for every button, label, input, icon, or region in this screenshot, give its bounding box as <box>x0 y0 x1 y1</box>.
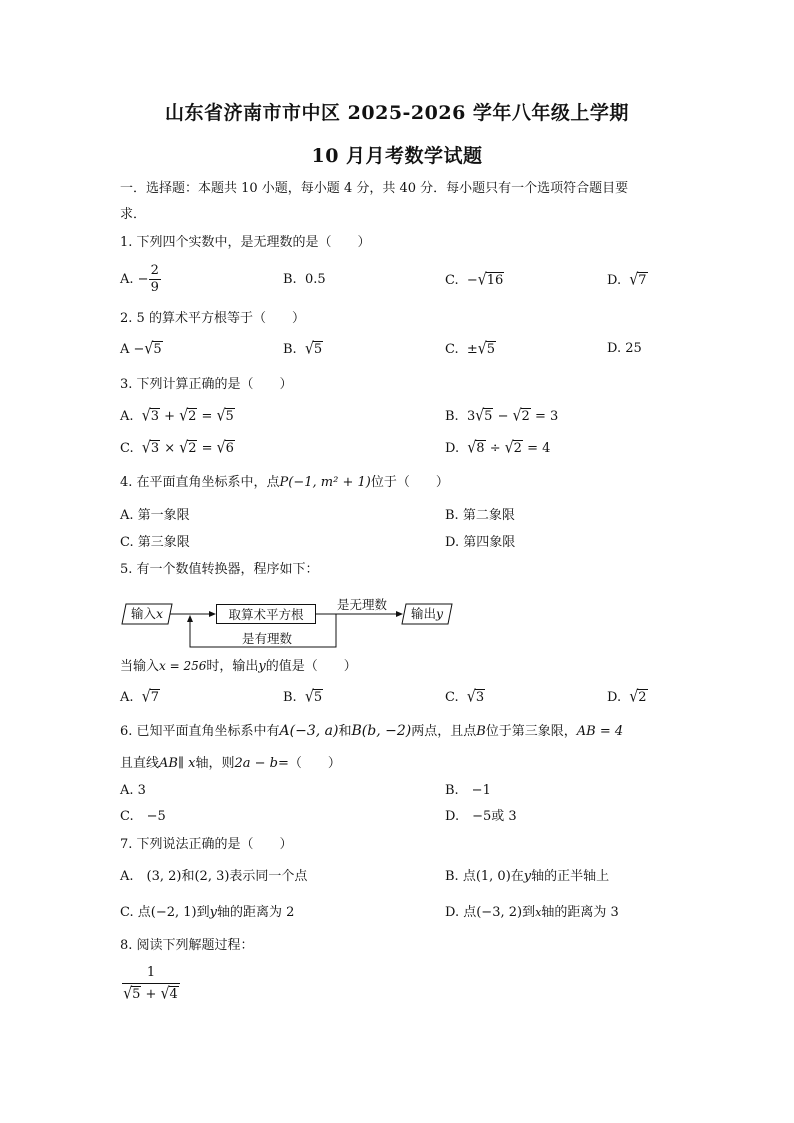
option-label: B. <box>283 690 297 705</box>
input-box <box>124 604 170 624</box>
coefficient: 3 <box>466 409 476 424</box>
sqrt-icon: √ <box>141 406 151 426</box>
radicand: 3 <box>150 441 160 456</box>
radicand: 5 <box>313 342 323 357</box>
conjunction: 和 <box>338 724 352 739</box>
q6-stem-text: 6. 已知平面直角坐标系中有 <box>120 724 280 739</box>
axis-variable: x <box>535 906 542 919</box>
operator: × <box>164 441 176 456</box>
option-label: B. 点 <box>445 869 476 884</box>
point-coords: (−3, 2) <box>476 905 523 920</box>
fraction-denominator <box>122 984 180 1005</box>
input-value: x = 256 <box>159 659 207 673</box>
axis-variable: y <box>209 905 217 920</box>
radicand: 3 <box>150 409 159 424</box>
point-name: P <box>279 475 289 490</box>
q6-line2-text: 且直线 <box>120 756 160 771</box>
input-variable: x <box>155 606 164 621</box>
radicand: 5 <box>484 409 493 424</box>
operator: = <box>201 409 213 424</box>
q6-option-a[interactable]: A. 3 <box>120 783 146 798</box>
output-box <box>404 604 450 624</box>
q6-line2-mid: 轴，则 <box>195 756 235 771</box>
point-b: B(b, −2) <box>351 723 412 739</box>
radicand: 4 <box>169 987 178 1002</box>
process-box: 取算术平方根 <box>216 604 316 624</box>
q2-option-d[interactable]: D. 25 <box>607 341 642 356</box>
q1-option-a[interactable]: A. − $\frac{2}{9}$ <box>120 263 159 295</box>
q7-option-d[interactable] <box>445 904 619 922</box>
operator: = <box>201 441 213 456</box>
q4-option-b[interactable]: B. 第二象限 <box>445 508 515 523</box>
option-label: B. <box>445 409 459 424</box>
radicand: 6 <box>225 441 234 456</box>
sqrt-icon: √ <box>475 406 485 426</box>
q6-line2-tail: =（ ） <box>277 756 341 771</box>
q5-option-d[interactable] <box>607 688 648 707</box>
option-tail: 轴的正半轴上 <box>531 869 610 884</box>
radicand: 3 <box>475 690 485 705</box>
preposition: 在 <box>510 869 524 884</box>
operator: + <box>164 409 176 424</box>
q6-stem-mid2: 位于第三象限， <box>485 724 577 739</box>
option-label: D. <box>445 441 460 456</box>
q2-option-c[interactable]: C. ±√5 <box>445 339 495 359</box>
option-label: A <box>120 342 130 357</box>
q7-option-c[interactable] <box>120 904 294 922</box>
q4-stem-tail: 位于（ ） <box>370 475 449 490</box>
sqrt-icon: √ <box>216 438 226 458</box>
q6-stem-line2 <box>120 755 341 773</box>
q5-question-text: 当输入 <box>120 659 160 674</box>
preposition: 到 <box>522 905 536 920</box>
result: = 3 <box>534 409 559 424</box>
option-tail: 轴的距离为 2 <box>216 905 295 920</box>
q1-stem: 1. 下列四个实数中，是无理数的是（ ） <box>120 235 371 250</box>
radicand: 5 <box>153 342 162 357</box>
point-a: A(−3, a) <box>279 723 339 739</box>
option-label: C. <box>120 441 134 456</box>
exam-title-line1: 山东省济南市市中区 2025-2026 学年八年级上学期 <box>165 102 629 124</box>
q5-option-a[interactable] <box>120 688 160 707</box>
radicand: 5 <box>132 987 141 1002</box>
q6-option-d[interactable]: D. −5或 3 <box>445 809 517 824</box>
q7-option-a[interactable]: A. (3, 2)和(2, 3)表示同一个点 <box>120 869 308 884</box>
section-heading-cont: 求． <box>120 207 147 222</box>
radicand: 16 <box>486 273 504 288</box>
q6-stem <box>120 722 623 741</box>
radicand: 2 <box>521 409 530 424</box>
irrational-label: 是无理数 <box>337 597 388 612</box>
q6-option-c[interactable]: C. −5 <box>120 809 166 824</box>
q7-stem: 7. 下列说法正确的是（ ） <box>120 837 293 852</box>
radicand: 2 <box>188 441 197 456</box>
target-expression: 2a − b <box>234 756 278 771</box>
input-box-label: 输入 <box>130 606 156 621</box>
q5-question-mid: 时，输出 <box>206 659 259 674</box>
q4-stem-text: 4. 在平面直角坐标系中，点 <box>120 475 280 490</box>
sqrt-icon: √ <box>504 438 514 458</box>
radicand: 5 <box>313 690 323 705</box>
operator: ÷ <box>489 441 501 456</box>
result: = 4 <box>527 441 551 456</box>
option-label: C. 点 <box>120 905 151 920</box>
option-label: C. <box>445 690 459 705</box>
fraction-denominator: 9 <box>150 280 159 295</box>
sqrt-icon: √ <box>216 406 226 426</box>
fraction-numerator: 2 <box>150 263 159 278</box>
q4-option-c[interactable]: C. 第三象限 <box>120 535 190 550</box>
sqrt-icon: √ <box>304 339 314 359</box>
q5-option-b[interactable] <box>283 688 323 707</box>
radicand: 5 <box>225 409 234 424</box>
radicand: 5 <box>486 342 495 357</box>
operator: − <box>497 409 509 424</box>
exam-title-line2: 10 月月考数学试题 <box>311 145 483 167</box>
option-label: D. 点 <box>445 905 477 920</box>
q5-stem: 5. 有一个数值转换器，程序如下： <box>120 562 319 577</box>
q1-option-c[interactable]: C. −√16 <box>445 270 504 290</box>
arrow-head <box>209 611 216 617</box>
q5-question-tail: 的值是（ ） <box>265 659 357 674</box>
rational-label: 是有理数 <box>242 631 293 646</box>
q8-fraction <box>122 964 180 1005</box>
sqrt-icon: √ <box>123 984 133 1004</box>
radicand: 7 <box>638 273 647 288</box>
sqrt-icon: √ <box>179 438 189 458</box>
sqrt-icon: √ <box>477 339 487 359</box>
q4-option-a[interactable]: A. 第一象限 <box>120 508 190 523</box>
option-label: D. <box>607 273 622 288</box>
option-label: B. <box>283 342 297 357</box>
radicand: 7 <box>150 690 159 705</box>
q2-stem: 2. 5 的算术平方根等于（ ） <box>120 311 305 326</box>
q3-stem: 3. 下列计算正确的是（ ） <box>120 377 293 392</box>
output-variable: y <box>435 606 444 621</box>
option-label: B. <box>283 272 297 287</box>
q4-option-d[interactable]: D. 第四象限 <box>445 535 516 550</box>
sqrt-icon: √ <box>179 406 189 426</box>
segment-length: AB = 4 <box>576 724 624 739</box>
sqrt-icon: √ <box>629 687 639 707</box>
option-label: A. <box>120 690 134 705</box>
sqrt-icon: √ <box>141 687 151 707</box>
point-b-name: B <box>476 724 486 739</box>
output-box-label: 输出 <box>410 606 436 621</box>
option-tail: 轴的距离为 3 <box>541 905 619 920</box>
option-label: D. <box>607 690 622 705</box>
option-label: A. <box>120 409 134 424</box>
radicand: 2 <box>513 441 522 456</box>
point-coords: (−2, 1) <box>150 905 197 920</box>
point-coords: (−1, m² + 1) <box>288 475 371 490</box>
sqrt-icon: √ <box>467 438 477 458</box>
sqrt-icon: √ <box>629 270 639 290</box>
option-label: C. <box>445 342 459 357</box>
sqrt-icon: √ <box>466 687 476 707</box>
q5-option-c[interactable] <box>445 688 485 707</box>
radicand: 2 <box>638 690 647 705</box>
option-label: A. <box>120 272 134 287</box>
radicand: 2 <box>188 409 197 424</box>
q5-question <box>120 657 357 676</box>
parallel-condition: AB∥ x <box>159 756 196 771</box>
fraction-numerator: 1 <box>122 964 180 984</box>
arrow-head <box>187 615 193 622</box>
option-value: 0.5 <box>304 272 326 287</box>
sqrt-icon: √ <box>141 438 151 458</box>
q6-stem-mid: 两点，且点 <box>411 724 477 739</box>
radicand: 8 <box>476 441 485 456</box>
q6-option-b[interactable]: B. −1 <box>445 783 491 798</box>
preposition: 到 <box>196 905 210 920</box>
sqrt-icon: √ <box>304 687 314 707</box>
axis-variable: y <box>523 869 532 884</box>
point-coords: (1, 0) <box>475 869 511 884</box>
sqrt-icon: √ <box>144 339 154 359</box>
q7-option-b[interactable] <box>445 868 609 886</box>
q2-option-a[interactable]: A −√5 <box>120 339 162 359</box>
q8-stem: 8. 阅读下列解题过程： <box>120 938 254 953</box>
arrow-head <box>396 611 403 617</box>
output-variable: y <box>258 659 266 674</box>
operator: + <box>145 987 157 1002</box>
sqrt-icon: √ <box>512 406 522 426</box>
sqrt-icon: √ <box>477 270 487 290</box>
sqrt-icon: √ <box>160 984 170 1004</box>
section-heading: 一．选择题：本题共 10 小题，每小题 4 分，共 40 分．每小题只有一个选项符合题目要 <box>120 181 629 196</box>
option-label: C. <box>445 273 459 288</box>
